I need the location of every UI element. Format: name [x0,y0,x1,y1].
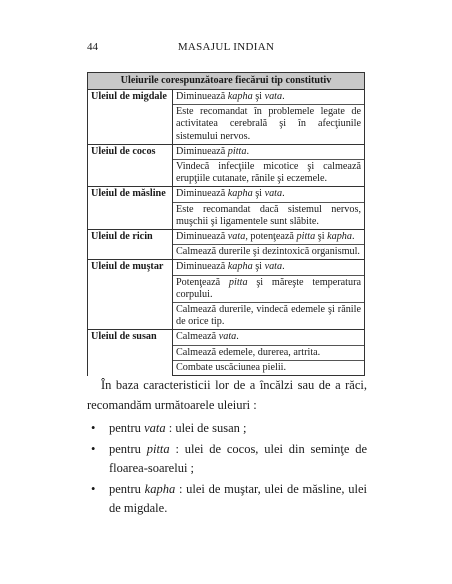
dosha-term: pitta [146,441,170,456]
dosha-term: pitta [228,276,248,288]
desc-text: Potenţează [176,276,229,288]
desc-text: şi [252,188,265,200]
table-row [88,90,365,105]
desc-text: Este recomandat dacă sistemul nervos, muşchii şi ligamentele sunt slăbite. [176,203,361,227]
oil-description [173,105,365,145]
desc-text: Vindecă infecţiile micotice şi calmează erupţiile cutanate, rănile şi eczemele. [176,161,361,185]
item-text: pentru [109,481,145,496]
oil-description [173,187,365,202]
dosha-term: pitta [227,145,247,157]
page-number: 44 [87,41,98,53]
desc-text: Calmează durerile şi dezintoxică organismul. [176,246,360,258]
table-title: Uleiurile corespunzătoare fiecărui tip constitutiv [88,73,365,90]
desc-text: . [282,188,285,200]
table-row [88,230,365,245]
oil-name: Uleiul de muştar [88,260,173,330]
desc-text: Diminuează [176,231,228,243]
dosha-term: vata [227,231,246,243]
table-row [88,187,365,202]
desc-text: . [236,331,239,343]
dosha-term: vata [218,331,237,343]
bullet-symbol: • [91,481,96,496]
oil-description [173,275,365,302]
desc-text: . [282,261,285,273]
desc-text: Diminuează [176,145,228,157]
desc-text: şi [252,261,265,273]
desc-text: . [246,145,249,157]
list-item [87,480,367,519]
desc-text: Calmează durerile, vindecă edemele şi rănile de orice tip. [176,304,361,328]
dosha-term: vata [264,91,283,102]
oil-description [173,90,365,105]
desc-text: . [282,91,285,102]
desc-text: şi [252,91,265,102]
desc-text: Calmează [176,331,219,343]
running-title: MASAJUL INDIAN [177,41,275,53]
oil-name: Uleiul de măsline [88,187,173,230]
oil-name: Uleiul de ricin [88,230,173,260]
oil-description [173,245,365,260]
dosha-term: kapha [144,481,176,496]
desc-text: Diminuează [176,261,228,273]
oil-description [173,230,365,245]
desc-text: Combate uscăciunea pielii. [176,361,287,373]
oil-description [173,330,365,345]
desc-text: şi [315,231,328,243]
bullet-symbol: • [91,441,96,456]
body-text [87,376,367,520]
item-text: pentru [109,441,147,456]
desc-text: Este recomandat în problemele legate de activitatea cerebrală şi în afecţiunile sistemului nervos. [176,106,361,142]
dosha-term: vata [264,188,283,200]
oil-description [173,160,365,187]
item-text: pentru [109,421,145,435]
desc-text: Calmează edemele, durerea, artrita. [176,346,321,358]
oil-description [173,345,365,360]
oil-name: Uleiul de cocos [88,144,173,187]
oil-description [173,260,365,275]
item-text: : ulei de cocos, ulei din seminţe de floarea-soarelui ; [109,441,367,475]
item-text: : ulei de muştar, ulei de măsline, ulei de migdale. [109,481,368,515]
intro-paragraph: În baza caracteristicii lor de a încălzi sau de a răci, recomandăm următoarele uleiuri : [87,378,367,412]
oil-description [173,144,365,159]
table-row [88,144,365,159]
list-item [87,440,367,479]
dosha-term: pitta [296,231,316,243]
dosha-term: vata [264,261,283,273]
desc-text: Diminuează [176,91,228,102]
dosha-term: vata [144,421,166,435]
dosha-term: kapha [227,261,253,273]
list-item [87,419,367,439]
oil-description [173,303,365,330]
dosha-term: kapha [327,231,352,243]
bullet-symbol: • [91,421,96,435]
table-row [88,330,365,345]
oil-description [173,360,365,375]
desc-text: , potenţează [245,231,297,243]
table-row [88,260,365,275]
desc-text: Diminuează [176,188,228,200]
oils-table [87,72,365,376]
item-text: : ulei de susan ; [165,421,247,435]
oil-name: Uleiul de susan [88,330,173,376]
desc-text: . [352,231,355,243]
oil-name: Uleiul de migdale [88,90,173,145]
dosha-term: kapha [227,91,253,102]
recommendation-list [87,419,367,519]
dosha-term: kapha [227,188,253,200]
oil-description [173,202,365,229]
desc-text: şi măreşte temperatura corpului. [176,276,361,300]
page-header [87,40,365,54]
